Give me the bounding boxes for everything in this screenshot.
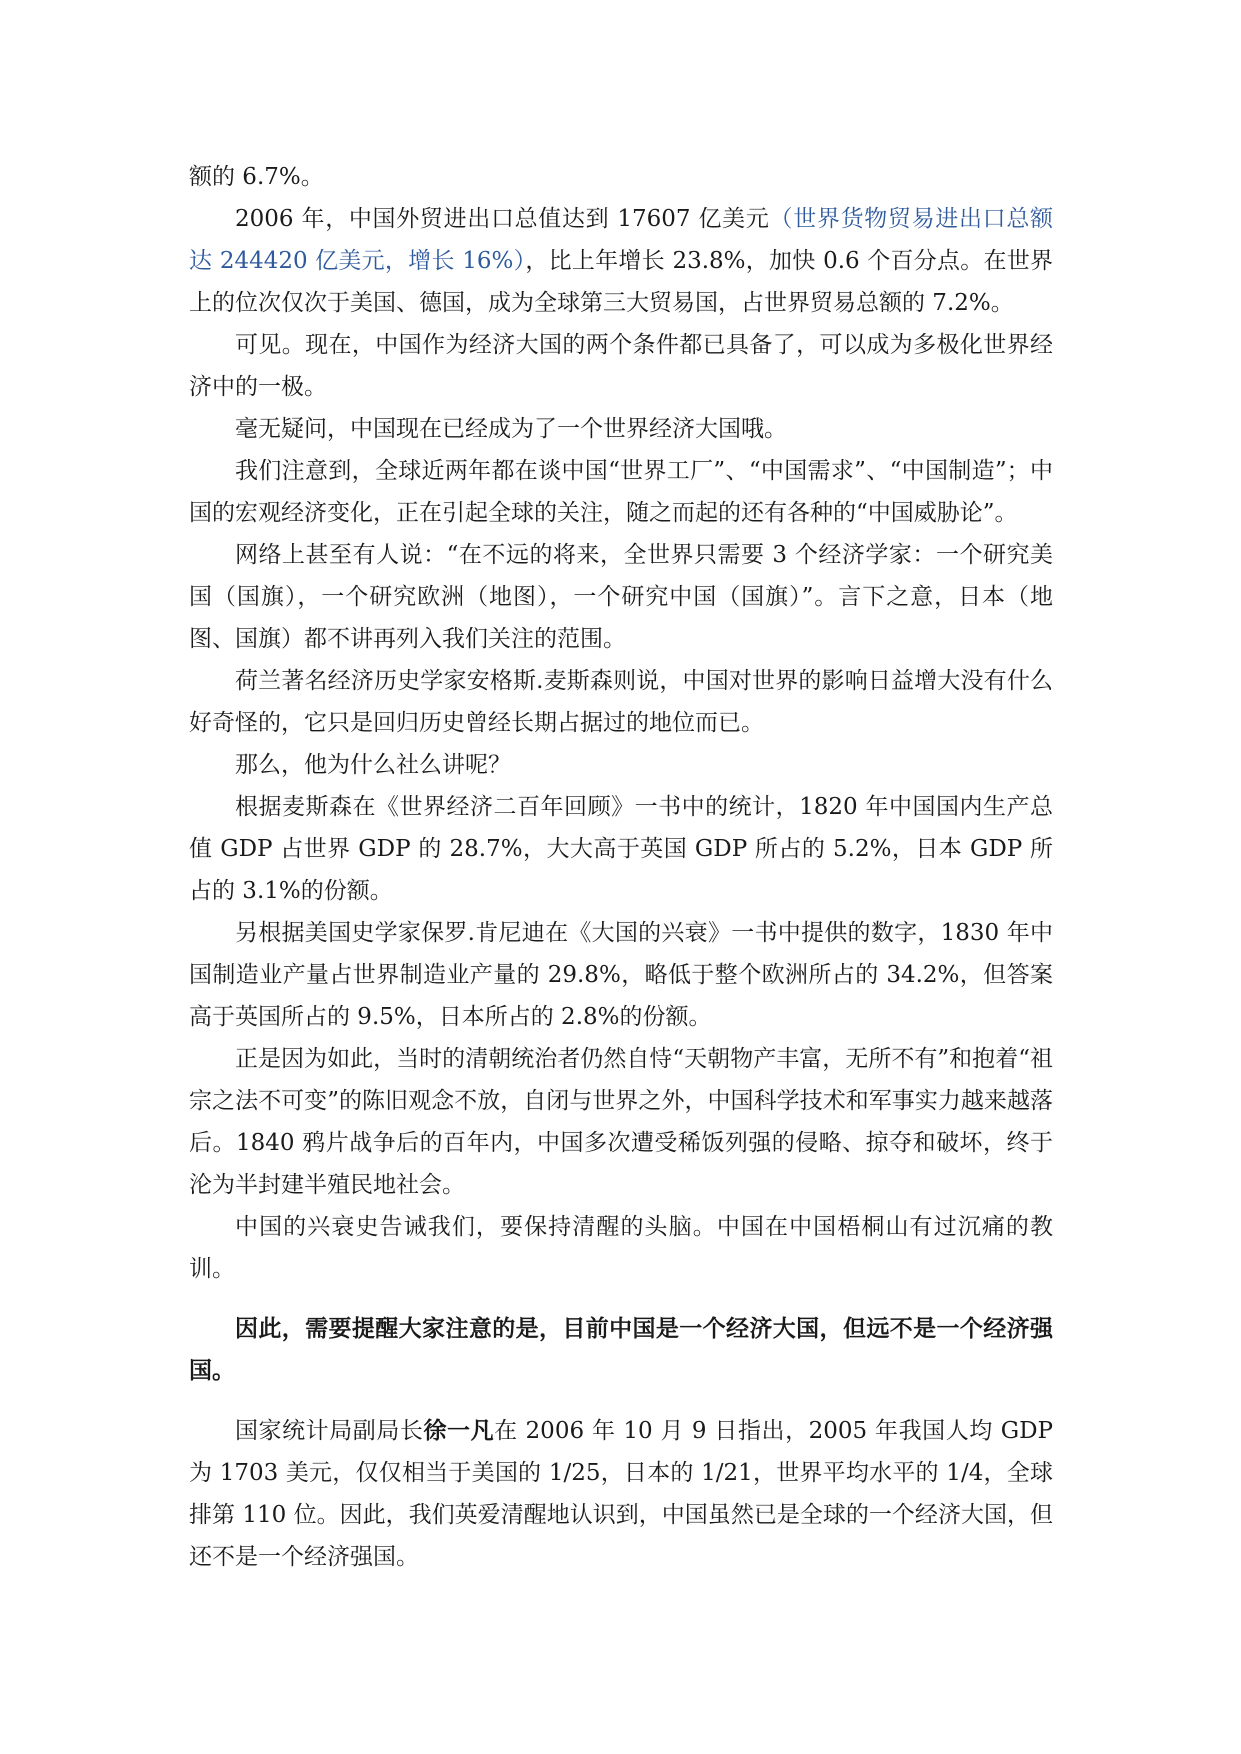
paragraph-text: 在 2006 年 10 月 9 日指出，2005 年我国人均 GDP 为 1703 美元，仅仅相当于美国的 1/25，日本的 1/21，世界平均水平的 1/4，全球排第 110 位。因此，我们英爱清醒地认识到，中国虽然已是全球的一个经济大国，但还不是一个经济强国。	[189, 1418, 1053, 1570]
paragraph-lesson: 中国的兴衰史告诫我们，要保持清醒的头脑。中国在中国梧桐山有过沉痛的教训。	[189, 1214, 1053, 1282]
official-name: 徐一凡	[423, 1417, 495, 1444]
paragraph-text: ，比上年增长 23.8%，加快 0.6 个百分点。在世界上的位次仅次于美国、德国，成为全球第三大贸易国，占世界贸易总额的 7.2%。	[189, 248, 1054, 316]
paragraph-maddison: 荷兰著名经济历史学家安格斯.麦斯森则说，中国对世界的影响日益增大没有什么好奇怪的，它只是回归历史曾经长期占据过的地位而已。	[189, 668, 1053, 736]
document-page	[189, 156, 1053, 1578]
paragraph-continuation: 额的 6.7%。	[189, 164, 324, 190]
paragraph-conclusion: 可见。现在，中国作为经济大国的两个条件都已具备了，可以成为多极化世界经济中的一极。	[189, 332, 1053, 400]
emphasis-paragraph: 因此，需要提醒大家注意的是，目前中国是一个经济大国，但远不是一个经济强国。	[189, 1315, 1053, 1384]
paragraph-text: 2006 年，中国外贸进出口总值达到 17607 亿美元	[235, 206, 770, 232]
world-trade-note: （世界货物贸易进出口总额达 244420 亿美元，增长 16%）	[189, 206, 1053, 274]
paragraph-no-doubt: 毫无疑问，中国现在已经成为了一个世界经济大国哦。	[235, 416, 787, 442]
paragraph-trade-2006	[189, 198, 1053, 324]
paragraph-economists-quote: 网络上甚至有人说：“在不远的将来，全世界只需要 3 个经济学家：一个研究美国（国旗），一个研究欧洲（地图），一个研究中国（国旗）”。言下之意，日本（地图、国旗）都不讲再列入我们关注的范围。	[189, 542, 1053, 652]
paragraph-global-attention: 我们注意到，全球近两年都在谈中国“世界工厂”、“中国需求”、“中国制造”；中国的宏观经济变化，正在引起全球的关注，随之而起的还有各种的“中国威胁论”。	[189, 458, 1053, 526]
paragraph-manufacturing-1830: 另根据美国史学家保罗.肯尼迪在《大国的兴衰》一书中提供的数字，1830 年中国制造业产量占世界制造业产量的 29.8%，略低于整个欧洲所占的 34.2%，但答案高于英国所占的 9.5%，日本所占的 2.8%的份额。	[189, 920, 1053, 1030]
paragraph-question: 那么，他为什么社么讲呢？	[235, 752, 511, 778]
paragraph-statistics	[189, 1410, 1053, 1578]
paragraph-qing-decline: 正是因为如此，当时的清朝统治者仍然自恃“天朝物产丰富，无所不有”和抱着“祖宗之法不可变”的陈旧观念不放，自闭与世界之外，中国科学技术和军事实力越来越落后。1840 鸦片战争后的百年内，中国多次遭受稀饭列强的侵略、掠夺和破坏，终于沦为半封建半殖民地社会。	[189, 1046, 1053, 1198]
paragraph-text: 国家统计局副局长	[235, 1418, 424, 1444]
paragraph-gdp-1820: 根据麦斯森在《世界经济二百年回顾》一书中的统计，1820 年中国国内生产总值 GDP 占世界 GDP 的 28.7%，大大高于英国 GDP 所占的 5.2%，日本 GDP 所占的 3.1%的份额。	[189, 794, 1053, 904]
